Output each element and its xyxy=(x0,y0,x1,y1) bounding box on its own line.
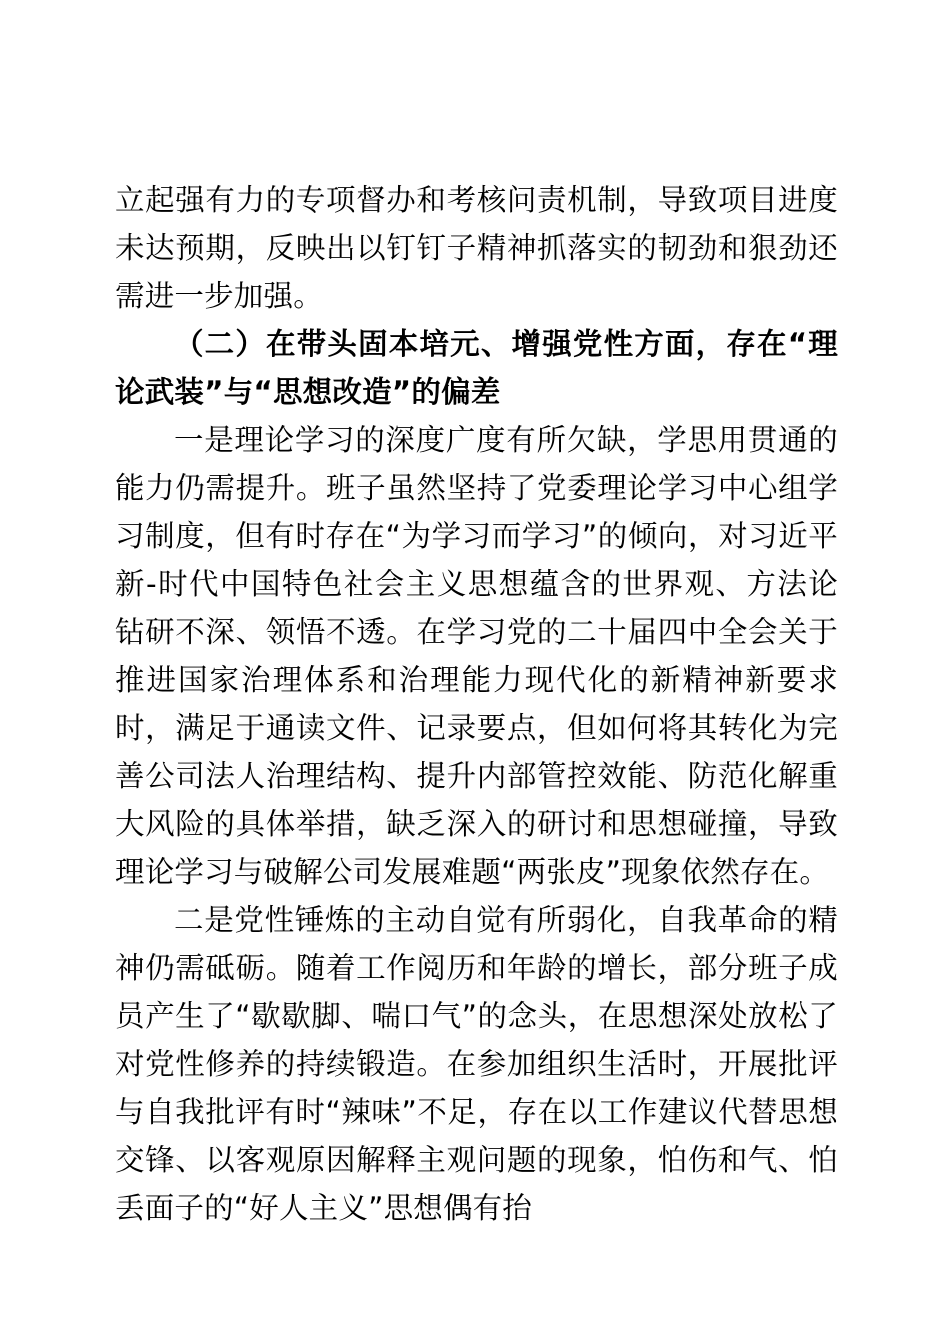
paragraph-point-two: 二是党性锤炼的主动自觉有所弱化，自我革命的精神仍需砥砺。随着工作阅历和年龄的增长，部分班子成员产生了“歇歇脚、喘口气”的念头，在思想深处放松了对党性修养的持续锻造。在参加组织生活时，开展批评与自我批评有时“辣味”不足，存在以工作建议代替思想交锋、以客观原因解释主观问题的现象，怕伤和气、怕丢面子的“好人主义”思想偶有抬 xyxy=(115,903,838,1225)
paragraph-point-one: 一是理论学习的深度广度有所欠缺，学思用贯通的能力仍需提升。班子虽然坚持了党委理论学习中心组学习制度，但有时存在“为学习而学习”的倾向，对习近平新-时代中国特色社会主义思想蕴含的世界观、方法论钻研不深、领悟不透。在学习党的二十届四中全会关于推进国家治理体系和治理能力现代化的新精神新要求时，满足于通读文件、记录要点，但如何将其转化为完善公司法人治理结构、提升内部管控效能、防范化解重大风险的具体举措，缺乏深入的研讨和思想碰撞，导致理论学习与破解公司发展难题“两张皮”现象依然存在。 xyxy=(115,423,838,889)
page-text-body xyxy=(115,176,838,1232)
paragraph-continuation: 立起强有力的专项督办和考核问责机制，导致项目进度未达预期，反映出以钉钉子精神抓落实的韧劲和狠劲还需进一步加强。 xyxy=(115,183,838,313)
section-heading-two: （二）在带头固本培元、增强党性方面，存在“理论武装”与“思想改造”的偏差 xyxy=(115,327,838,409)
